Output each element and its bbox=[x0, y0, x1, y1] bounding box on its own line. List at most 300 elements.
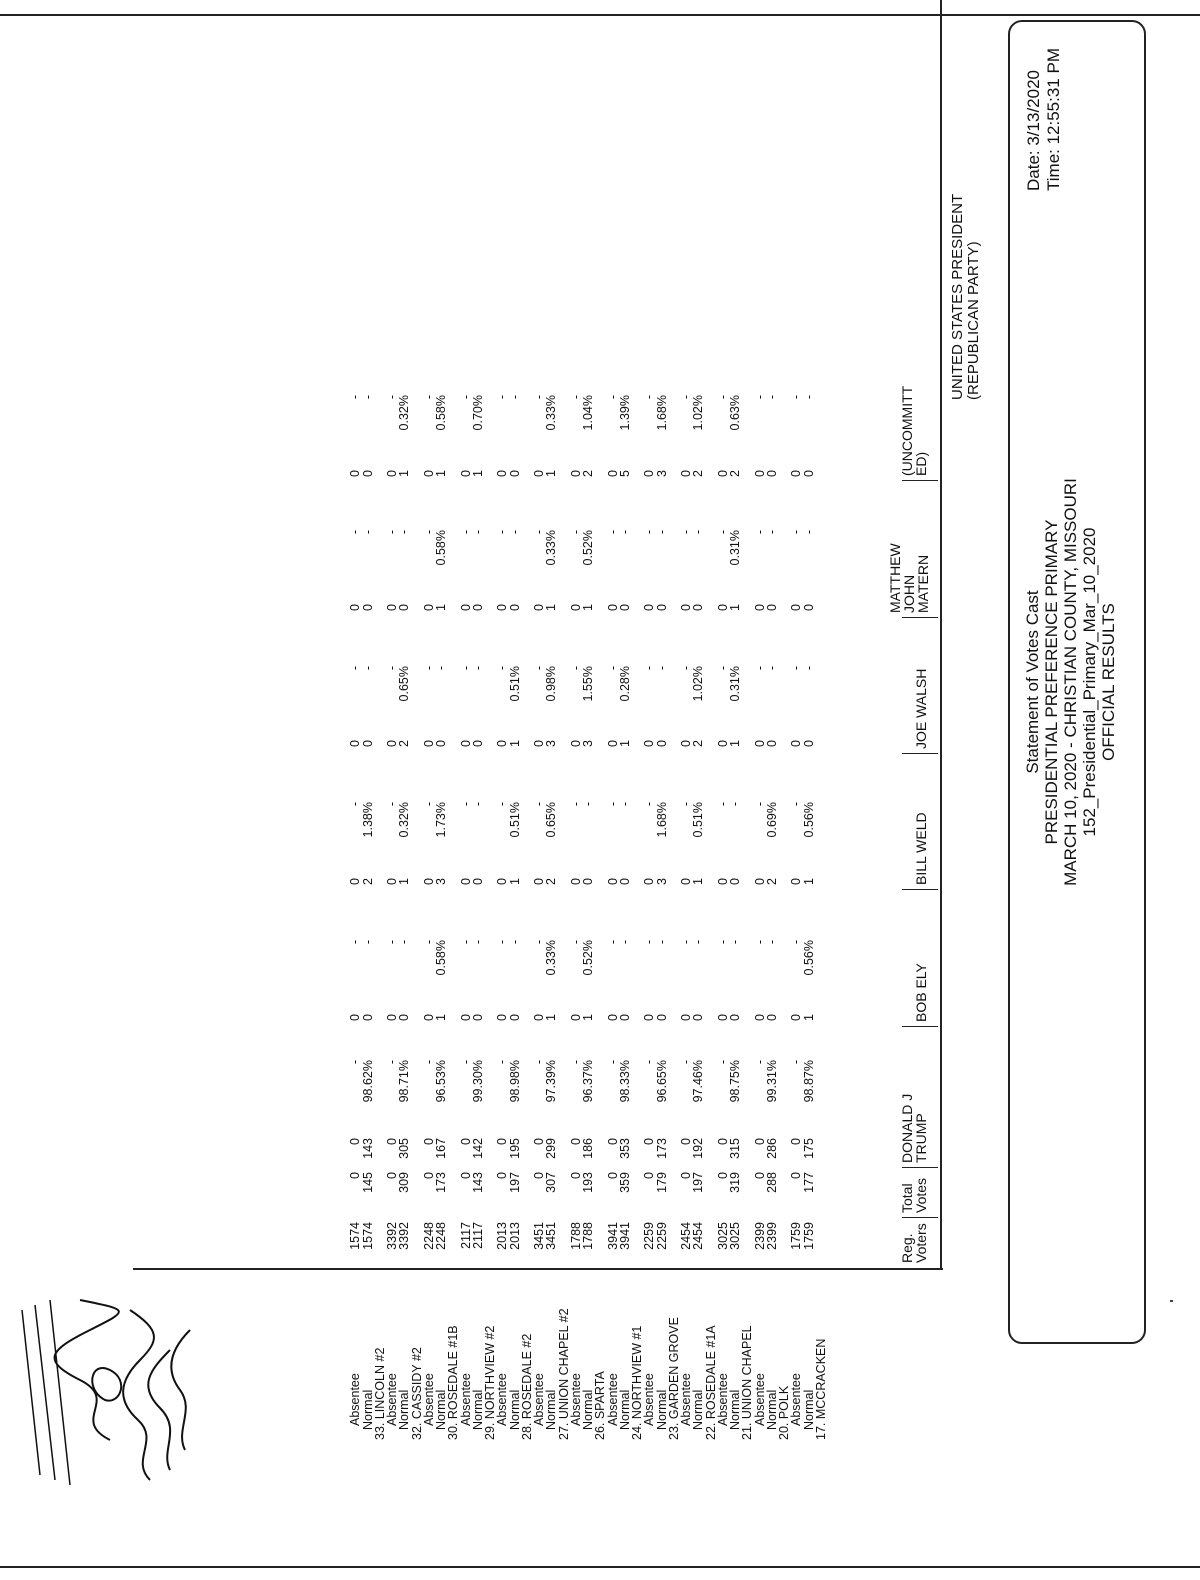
table-cell: 0 bbox=[679, 1172, 693, 1179]
table-cell: - bbox=[421, 530, 436, 535]
table-cell: 0 bbox=[360, 470, 375, 477]
table-cell: 0 bbox=[605, 1014, 620, 1021]
table-cell: 0 bbox=[421, 1138, 436, 1145]
table-cell: 0 bbox=[679, 604, 693, 611]
table-cell: 3025 bbox=[715, 1222, 730, 1250]
table-cell: 1 bbox=[544, 604, 559, 611]
ballot-type-label: Normal bbox=[544, 1389, 559, 1430]
table-cell: - bbox=[532, 530, 546, 535]
table-cell: 0 bbox=[568, 878, 583, 885]
precinct-name: 29. NORTHVIEW #2 bbox=[483, 1325, 497, 1440]
col-header-total-votes-l2: Votes bbox=[913, 1177, 929, 1213]
table-cell: - bbox=[360, 530, 375, 535]
table-cell: 0 bbox=[470, 1014, 485, 1021]
table-cell: 0 bbox=[458, 1014, 473, 1021]
table-cell: 0 bbox=[348, 1014, 363, 1021]
table-cell: - bbox=[752, 940, 767, 945]
table-cell: 0 bbox=[495, 1014, 510, 1021]
precinct-name: 22. ROSEDALE #1A bbox=[703, 1325, 718, 1440]
table-cell: - bbox=[421, 1060, 436, 1065]
table-cell: 97.46% bbox=[691, 1060, 706, 1103]
precinct-heading-row bbox=[740, 380, 754, 1580]
table-cell: 0 bbox=[654, 740, 669, 747]
table-cell: 2454 bbox=[691, 1222, 706, 1250]
precinct-heading-row bbox=[373, 380, 387, 1580]
table-cell: 2 bbox=[764, 878, 779, 885]
table-cell: 0 bbox=[385, 878, 399, 885]
table-cell: - bbox=[470, 530, 485, 535]
table-row bbox=[642, 380, 656, 1580]
table-cell: 0.65% bbox=[397, 666, 412, 702]
table-cell: 1.39% bbox=[617, 395, 632, 431]
table-cell: - bbox=[617, 802, 632, 807]
table-cell: - bbox=[605, 530, 620, 535]
table-cell: 0.58% bbox=[434, 940, 448, 976]
table-cell: 5 bbox=[617, 470, 632, 477]
precinct-name: 23. GARDEN GROVE bbox=[666, 1317, 681, 1440]
table-cell: - bbox=[385, 666, 399, 671]
table-cell: 0 bbox=[801, 604, 816, 611]
table-cell: 0 bbox=[360, 740, 375, 747]
table-cell: 0 bbox=[789, 1014, 804, 1021]
table-cell: - bbox=[532, 940, 546, 945]
table-cell: - bbox=[679, 395, 693, 400]
table-cell: 98.33% bbox=[617, 1060, 632, 1103]
table-cell: - bbox=[715, 395, 730, 400]
table-cell: - bbox=[360, 940, 375, 945]
precinct-heading-row bbox=[630, 380, 644, 1580]
table-cell: 99.31% bbox=[764, 1060, 779, 1103]
table-cell: 0 bbox=[679, 740, 693, 747]
table-cell: 0 bbox=[617, 878, 632, 885]
table-cell: 0 bbox=[679, 1014, 693, 1021]
table-cell: - bbox=[495, 1060, 510, 1065]
table-cell: 0 bbox=[385, 1138, 399, 1145]
ballot-type-label: Absentee bbox=[421, 1373, 436, 1426]
table-cell: 0 bbox=[532, 604, 546, 611]
table-cell: - bbox=[458, 802, 473, 807]
table-cell: 1 bbox=[617, 740, 632, 747]
table-cell: 145 bbox=[360, 1172, 375, 1193]
col-header-reg-voters-l2: Voters bbox=[913, 1223, 929, 1263]
col-header-uncommitted-l1: (UNCOMMITT bbox=[899, 385, 915, 476]
table-cell: 0 bbox=[715, 740, 730, 747]
table-cell: - bbox=[421, 395, 436, 400]
col-header-uncommitted bbox=[900, 386, 928, 476]
table-row bbox=[679, 380, 693, 1580]
report-title: Statement of Votes Cast bbox=[1023, 590, 1042, 774]
table-cell: 2 bbox=[360, 878, 375, 885]
table-cell: - bbox=[348, 395, 363, 400]
header-rule bbox=[940, 0, 942, 1270]
table-cell: - bbox=[679, 802, 693, 807]
table-cell: 1788 bbox=[568, 1222, 583, 1250]
col-separator bbox=[902, 617, 938, 618]
table-cell: 2 bbox=[397, 740, 412, 747]
table-cell: - bbox=[348, 940, 363, 945]
table-cell: - bbox=[691, 940, 706, 945]
precinct-heading-row bbox=[410, 380, 424, 1580]
table-cell: 288 bbox=[764, 1172, 779, 1193]
table-row bbox=[459, 380, 473, 1580]
table-cell: 0 bbox=[495, 604, 510, 611]
contest-name: UNITED STATES PRESIDENT bbox=[949, 193, 966, 400]
table-cell: 0.51% bbox=[507, 802, 522, 838]
table-cell: 0 bbox=[617, 1014, 632, 1021]
results-status: OFFICIAL RESULTS bbox=[1099, 603, 1118, 761]
table-cell: - bbox=[715, 940, 730, 945]
table-cell: 0 bbox=[385, 604, 399, 611]
table-cell: 2 bbox=[581, 470, 595, 477]
table-cell: - bbox=[360, 666, 375, 671]
table-cell: 177 bbox=[801, 1172, 816, 1193]
table-row bbox=[544, 380, 558, 1580]
table-cell: 0 bbox=[458, 878, 473, 885]
table-cell: - bbox=[789, 802, 804, 807]
table-cell: 2013 bbox=[507, 1222, 522, 1250]
table-cell: 0 bbox=[360, 1014, 375, 1021]
table-cell: 3941 bbox=[605, 1222, 620, 1250]
table-cell: 0 bbox=[495, 740, 510, 747]
col-separator bbox=[902, 753, 938, 754]
table-cell: 0 bbox=[654, 604, 669, 611]
col-header-ely-l1: BOB ELY bbox=[913, 963, 929, 1022]
table-cell: 0 bbox=[568, 1014, 583, 1021]
table-cell: 3 bbox=[581, 740, 595, 747]
table-cell: - bbox=[752, 1060, 767, 1065]
table-cell: 0 bbox=[385, 1172, 399, 1179]
table-cell: 0 bbox=[715, 470, 730, 477]
table-cell: 0 bbox=[458, 604, 473, 611]
table-cell: 0 bbox=[715, 604, 730, 611]
table-cell: 0 bbox=[764, 470, 779, 477]
table-cell: 0 bbox=[421, 878, 436, 885]
table-cell: 142 bbox=[470, 1138, 485, 1159]
table-cell: 3025 bbox=[728, 1222, 742, 1250]
table-cell: 0.32% bbox=[397, 802, 412, 838]
col-header-trump-l1: DONALD J bbox=[899, 1093, 915, 1163]
table-cell: 0 bbox=[507, 604, 522, 611]
table-cell: - bbox=[789, 940, 804, 945]
table-cell: 1 bbox=[581, 604, 595, 611]
table-cell: 143 bbox=[360, 1138, 375, 1159]
table-cell: 0.70% bbox=[470, 395, 485, 431]
table-cell: 1 bbox=[507, 740, 522, 747]
table-cell: - bbox=[679, 666, 693, 671]
precinct-name: 27. UNION CHAPEL #2 bbox=[556, 1308, 571, 1440]
table-cell: 0.51% bbox=[691, 802, 706, 838]
table-cell: 197 bbox=[691, 1172, 706, 1193]
table-cell: 1 bbox=[728, 740, 742, 747]
table-cell: 3451 bbox=[532, 1222, 546, 1250]
ballot-type-label: Absentee bbox=[752, 1373, 767, 1426]
table-cell: - bbox=[385, 395, 399, 400]
table-cell: - bbox=[654, 940, 669, 945]
table-cell: 315 bbox=[728, 1138, 742, 1159]
table-cell: - bbox=[458, 395, 473, 400]
table-cell: 0.32% bbox=[397, 395, 412, 431]
table-cell: 0 bbox=[605, 740, 620, 747]
table-cell: 3451 bbox=[544, 1222, 559, 1250]
precinct-heading-row bbox=[704, 380, 718, 1580]
table-cell: - bbox=[458, 940, 473, 945]
ballot-type-label: Normal bbox=[654, 1389, 669, 1430]
table-cell: - bbox=[568, 802, 583, 807]
table-cell: 99.30% bbox=[470, 1060, 485, 1103]
table-cell: 2248 bbox=[434, 1222, 448, 1250]
table-cell: 1 bbox=[691, 878, 706, 885]
table-row bbox=[691, 380, 705, 1580]
table-cell: - bbox=[495, 530, 510, 535]
precinct-heading-row bbox=[557, 380, 571, 1580]
table-cell: 0.65% bbox=[544, 802, 559, 838]
table-cell: 1759 bbox=[789, 1222, 804, 1250]
table-cell: - bbox=[605, 1060, 620, 1065]
table-cell: 0 bbox=[605, 470, 620, 477]
table-cell: 2 bbox=[544, 878, 559, 885]
table-cell: 1.02% bbox=[691, 666, 706, 702]
precinct-name: 20. POLK bbox=[777, 1385, 791, 1440]
ballot-type-label: Normal bbox=[581, 1389, 595, 1430]
table-cell: - bbox=[715, 802, 730, 807]
table-cell: 0.69% bbox=[764, 802, 779, 838]
ballot-type-label: Normal bbox=[360, 1389, 375, 1430]
table-cell: 173 bbox=[654, 1138, 669, 1159]
table-row bbox=[471, 380, 485, 1580]
table-cell: 195 bbox=[507, 1138, 522, 1159]
table-cell: - bbox=[789, 666, 804, 671]
table-cell: - bbox=[764, 530, 779, 535]
table-cell: - bbox=[801, 395, 816, 400]
election-name: PRESIDENTIAL PREFERENCE PRIMARY bbox=[1042, 519, 1061, 845]
table-cell: 2248 bbox=[421, 1222, 436, 1250]
table-cell: - bbox=[360, 395, 375, 400]
table-cell: 0 bbox=[568, 1138, 583, 1145]
precinct-name: 26. SPARTA bbox=[593, 1371, 608, 1440]
table-cell: 0 bbox=[385, 1014, 399, 1021]
precinct-heading-row bbox=[483, 380, 497, 1580]
table-cell: 0 bbox=[789, 604, 804, 611]
col-header-reg-voters bbox=[900, 1223, 928, 1263]
table-cell: - bbox=[789, 395, 804, 400]
col-separator bbox=[902, 1026, 938, 1027]
table-cell: 1.04% bbox=[581, 395, 595, 431]
table-cell: - bbox=[715, 530, 730, 535]
table-cell: - bbox=[801, 530, 816, 535]
col-separator bbox=[902, 889, 938, 890]
table-cell: 96.65% bbox=[654, 1060, 669, 1103]
table-cell: 0 bbox=[532, 740, 546, 747]
table-cell: - bbox=[642, 530, 657, 535]
table-cell: 0 bbox=[532, 1172, 546, 1179]
table-cell: 1 bbox=[397, 470, 412, 477]
table-cell: 1.55% bbox=[581, 666, 595, 702]
table-cell: 0 bbox=[642, 1014, 657, 1021]
table-cell: 353 bbox=[617, 1138, 632, 1159]
col-header-matern-l1: MATTHEW bbox=[887, 543, 903, 613]
table-cell: - bbox=[728, 940, 742, 945]
table-cell: - bbox=[458, 530, 473, 535]
table-cell: 0 bbox=[348, 604, 363, 611]
table-cell: - bbox=[348, 666, 363, 671]
ballot-type-label: Absentee bbox=[385, 1373, 399, 1426]
table-cell: - bbox=[642, 802, 657, 807]
ballot-type-label: Normal bbox=[728, 1389, 742, 1430]
table-cell: 0 bbox=[752, 470, 767, 477]
table-cell: - bbox=[348, 1060, 363, 1065]
table-cell: 0 bbox=[385, 470, 399, 477]
table-cell: 0 bbox=[348, 1172, 363, 1179]
table-cell: - bbox=[654, 666, 669, 671]
ballot-type-label: Normal bbox=[691, 1389, 706, 1430]
table-cell: 0 bbox=[728, 878, 742, 885]
precinct-heading-row bbox=[667, 380, 681, 1580]
precinct-name: 30. ROSEDALE #1B bbox=[446, 1325, 461, 1440]
table-cell: 0 bbox=[679, 470, 693, 477]
table-cell: 1.68% bbox=[654, 802, 669, 838]
table-cell: - bbox=[752, 802, 767, 807]
table-cell: 0 bbox=[789, 740, 804, 747]
table-row bbox=[655, 380, 669, 1580]
table-cell: - bbox=[679, 1060, 693, 1065]
table-cell: 0 bbox=[532, 1014, 546, 1021]
table-cell: - bbox=[434, 666, 448, 671]
table-cell: 197 bbox=[507, 1172, 522, 1193]
table-cell: 0 bbox=[691, 604, 706, 611]
table-cell: 0.52% bbox=[581, 940, 595, 976]
col-header-ely bbox=[914, 963, 928, 1022]
table-cell: 0 bbox=[752, 604, 767, 611]
table-row bbox=[434, 380, 448, 1580]
table-cell: 1 bbox=[801, 1014, 816, 1021]
table-cell: - bbox=[397, 530, 412, 535]
table-cell: - bbox=[421, 666, 436, 671]
contest-title bbox=[950, 194, 982, 400]
table-cell: - bbox=[568, 1060, 583, 1065]
table-cell: 1.68% bbox=[654, 395, 669, 431]
table-cell: - bbox=[581, 802, 595, 807]
table-cell: 0 bbox=[421, 604, 436, 611]
table-cell: 0 bbox=[764, 1014, 779, 1021]
table-cell: 0 bbox=[348, 740, 363, 747]
ballot-type-label: Absentee bbox=[605, 1373, 620, 1426]
table-cell: 1 bbox=[544, 1014, 559, 1021]
table-cell: - bbox=[605, 802, 620, 807]
table-cell: 0 bbox=[617, 604, 632, 611]
table-cell: 0 bbox=[691, 1014, 706, 1021]
col-header-weld bbox=[914, 812, 928, 885]
table-cell: 0 bbox=[605, 1172, 620, 1179]
table-row bbox=[508, 380, 522, 1580]
table-cell: - bbox=[385, 802, 399, 807]
precinct-heading-row bbox=[777, 380, 791, 1580]
table-row bbox=[765, 380, 779, 1580]
ballot-type-label: Absentee bbox=[348, 1373, 363, 1426]
table-cell: - bbox=[532, 1060, 546, 1065]
table-cell: 0 bbox=[642, 740, 657, 747]
handwritten-signatures bbox=[10, 1290, 200, 1500]
table-cell: 0 bbox=[348, 470, 363, 477]
table-cell: 0 bbox=[715, 1014, 730, 1021]
table-cell: - bbox=[642, 940, 657, 945]
table-cell: - bbox=[385, 940, 399, 945]
table-cell: 1574 bbox=[348, 1222, 363, 1250]
precinct-heading-row bbox=[593, 380, 607, 1580]
table-cell: 0 bbox=[605, 604, 620, 611]
table-cell: 3392 bbox=[397, 1222, 412, 1250]
col-header-total-votes bbox=[900, 1178, 928, 1213]
table-cell: 2 bbox=[691, 470, 706, 477]
ballot-type-label: Normal bbox=[507, 1389, 522, 1430]
table-cell: 0.56% bbox=[801, 940, 816, 976]
table-cell: 186 bbox=[581, 1138, 595, 1159]
ballot-type-label: Absentee bbox=[789, 1373, 804, 1426]
table-row bbox=[728, 380, 742, 1580]
table-cell: 0 bbox=[801, 740, 816, 747]
precinct-name: 28. ROSEDALE #2 bbox=[519, 1333, 534, 1440]
table-row bbox=[802, 380, 816, 1580]
table-cell: 0 bbox=[752, 740, 767, 747]
col-separator bbox=[902, 480, 938, 481]
table-cell: 3 bbox=[544, 740, 559, 747]
table-cell: 0 bbox=[360, 604, 375, 611]
table-cell: 0 bbox=[679, 1138, 693, 1145]
table-row bbox=[618, 380, 632, 1580]
table-cell: - bbox=[752, 395, 767, 400]
table-cell: 0 bbox=[715, 1138, 730, 1145]
table-cell: 173 bbox=[434, 1172, 448, 1193]
table-cell: 0 bbox=[752, 1172, 767, 1179]
col-header-matern-l2: JOHN bbox=[901, 574, 917, 613]
table-cell: - bbox=[495, 395, 510, 400]
table-cell: 0 bbox=[421, 1014, 436, 1021]
ballot-type-label: Absentee bbox=[495, 1373, 510, 1426]
table-cell: 2399 bbox=[752, 1222, 767, 1250]
table-cell: - bbox=[532, 395, 546, 400]
table-cell: - bbox=[605, 395, 620, 400]
ballot-type-label: Absentee bbox=[715, 1373, 730, 1426]
table-cell: 179 bbox=[654, 1172, 669, 1193]
table-cell: - bbox=[642, 666, 657, 671]
table-cell: 0 bbox=[470, 740, 485, 747]
table-cell: - bbox=[507, 940, 522, 945]
table-cell: 0 bbox=[421, 470, 436, 477]
contest-party: (REPUBLICAN PARTY) bbox=[965, 241, 982, 400]
table-cell: 0 bbox=[642, 470, 657, 477]
table-cell: - bbox=[568, 530, 583, 535]
table-cell: - bbox=[605, 666, 620, 671]
table-cell: 1 bbox=[507, 878, 522, 885]
table-cell: - bbox=[348, 530, 363, 535]
col-header-walsh bbox=[914, 669, 928, 749]
table-cell: 0.58% bbox=[434, 395, 448, 431]
col-separator bbox=[902, 1217, 938, 1218]
table-cell: 0 bbox=[470, 878, 485, 885]
col-header-trump-l2: TRUMP bbox=[913, 1113, 929, 1163]
table-cell: 305 bbox=[397, 1138, 412, 1159]
table-cell: 167 bbox=[434, 1138, 448, 1159]
table-cell: 0.31% bbox=[728, 666, 742, 702]
table-cell: 3941 bbox=[617, 1222, 632, 1250]
table-cell: 3 bbox=[434, 878, 448, 885]
table-row bbox=[397, 380, 411, 1580]
table-row bbox=[422, 380, 436, 1580]
table-cell: - bbox=[654, 530, 669, 535]
table-cell: 0 bbox=[495, 1138, 510, 1145]
table-cell: 1.73% bbox=[434, 802, 448, 838]
table-cell: 0 bbox=[458, 1172, 473, 1179]
table-cell: 309 bbox=[397, 1172, 412, 1193]
